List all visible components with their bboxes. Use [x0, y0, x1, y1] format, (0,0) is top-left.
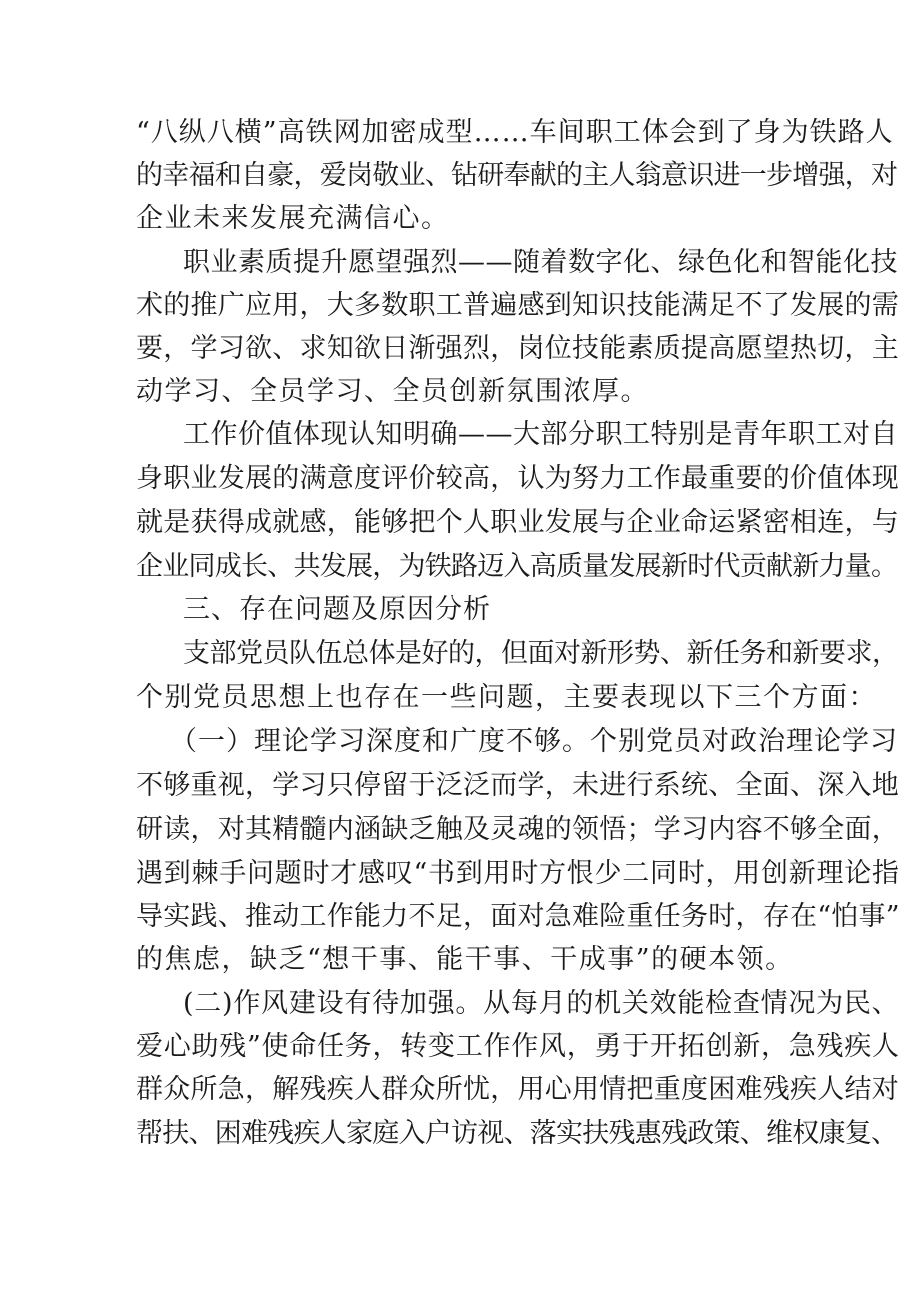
paragraph-line: 企业同成长、共发展，为铁路迈入高质量发展新时代贡献新力量。 [136, 551, 898, 582]
paragraph-line: 职业素质提升愿望强烈——随着数字化、绿色化和智能化技 [183, 247, 898, 278]
paragraph-line: 的幸福和自豪，爱岗敬业、钻研奉献的主人翁意识进一步增强，对 [136, 160, 898, 191]
paragraph-line: 帮扶、困难残疾人家庭入户访视、落实扶残惠残政策、维权康复、 [136, 1118, 898, 1149]
paragraph-line: 研读，对其精髓内涵缺乏触及灵魂的领悟；学习内容不够全面， [136, 814, 899, 845]
paragraph-line: 支部党员队伍总体是好的，但面对新形势、新任务和新要求， [183, 638, 899, 669]
paragraph-line: 导实践、推动工作能力不足，面对急难险重任务时，存在“怕事” [136, 901, 900, 932]
paragraph-line: (二)作风建设有待加强。从每月的机关效能检查情况为民、 [183, 988, 900, 1019]
paragraph-line: 不够重视，学习只停留于泛泛而学，未进行系统、全面、深入地 [136, 770, 899, 801]
paragraph-line: 企业未来发展充满信心。 [136, 203, 450, 234]
paragraph-line: 动学习、全员学习、全员创新氛围浓厚。 [136, 376, 649, 407]
section-heading: 三、存在问题及原因分析 [183, 594, 491, 625]
paragraph-line: 群众所急，解残疾人群众所忧，用心用情把重度困难残疾人结对 [136, 1074, 899, 1105]
paragraph-line: 遇到棘手问题时才感叹“书到用时方恨少二同时，用创新理论指 [136, 858, 900, 889]
paragraph-line: 个别党员思想上也存在一些问题，主要表现以下三个方面： [136, 682, 877, 713]
paragraph-line: “八纵八横”高铁网加密成型……车间职工体会到了身为铁路人 [136, 117, 894, 148]
paragraph-line: 就是获得成就感，能够把个人职业发展与企业命运紧密相连，与 [136, 507, 899, 538]
paragraph-line: （一）理论学习深度和广度不够。个别党员对政治理论学习 [170, 726, 898, 757]
paragraph-line: 爱心助残”使命任务，转变工作作风，勇于开拓创新，急残疾人 [136, 1031, 900, 1062]
paragraph-line: 要，学习欲、求知欲日渐强烈，岗位技能素质提高愿望热切，主 [136, 333, 899, 364]
paragraph-line: 术的推广应用，大多数职工普遍感到知识技能满足不了发展的需 [136, 290, 899, 321]
paragraph-line: 身职业发展的满意度评价较高，认为努力工作最重要的价值体现 [136, 463, 899, 494]
paragraph-line: 工作价值体现认知明确——大部分职工特别是青年职工对自 [183, 419, 898, 450]
paragraph-line: 的焦虑，缺乏“想干事、能干事、干成事”的硬本领。 [136, 944, 794, 975]
